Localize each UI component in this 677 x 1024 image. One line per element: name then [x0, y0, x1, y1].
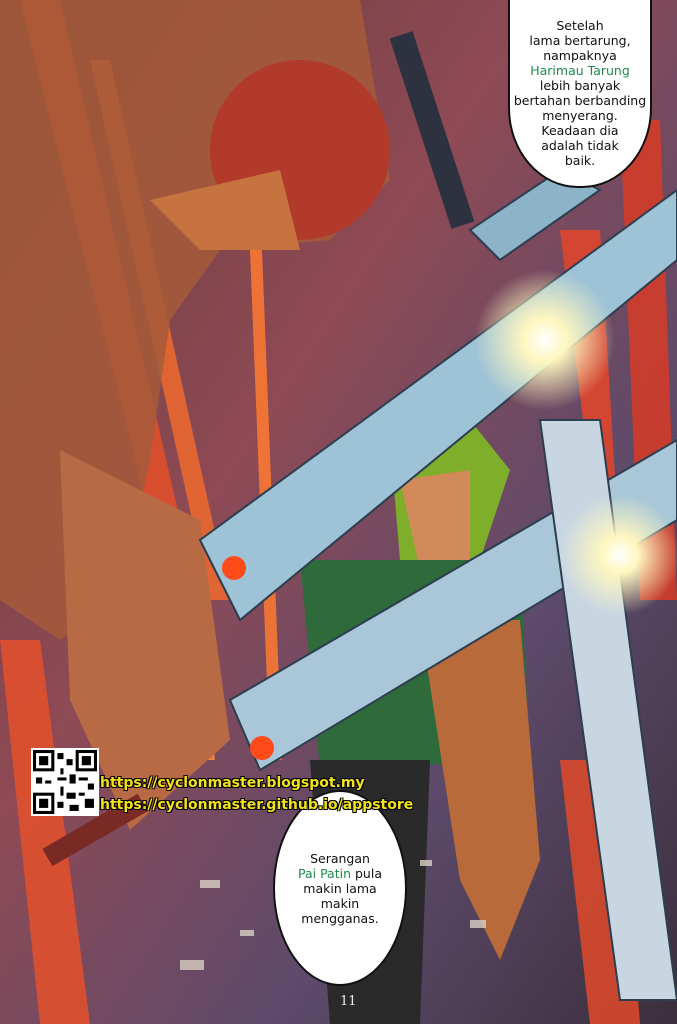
watermark-links — [100, 772, 413, 816]
bubble-bottom-highlight: Pai Patin — [298, 865, 352, 881]
bubble-bottom-line: makin — [320, 895, 360, 911]
blog-link[interactable]: https://cyclonmaster.blogspot.my — [100, 775, 365, 791]
bubble-top-line: menyerang. — [542, 108, 618, 123]
bubble-top-line: Setelah — [556, 18, 604, 33]
bubble-bottom-line: Serangan — [310, 850, 370, 866]
page-number: 11 — [340, 994, 357, 1009]
speech-bubble-bottom — [273, 790, 407, 986]
bubble-bottom-line: mengganas. — [301, 910, 379, 926]
bubble-bottom-line: makin lama — [303, 880, 377, 896]
bubble-top-line: baik. — [564, 153, 596, 168]
bubble-bottom-line-2 — [298, 866, 382, 881]
bubble-top-highlight: Harimau Tarung — [530, 63, 630, 78]
bubble-top-line: lebih banyak — [539, 78, 621, 93]
bubble-top-line: bertahan berbanding — [513, 93, 647, 108]
qr-code-icon[interactable] — [31, 748, 99, 816]
bubble-top-line: Keadaan dia — [541, 123, 619, 138]
bubble-bottom-rest: pula — [351, 865, 382, 881]
bubble-top-line: lama bertarung, — [529, 33, 631, 48]
bubble-top-line: adalah tidak — [541, 138, 619, 153]
bubble-top-line: nampaknya — [543, 48, 617, 63]
appstore-link[interactable]: https://cyclonmaster.github.io/appstore — [100, 797, 414, 813]
speech-bubble-top — [508, 0, 652, 188]
